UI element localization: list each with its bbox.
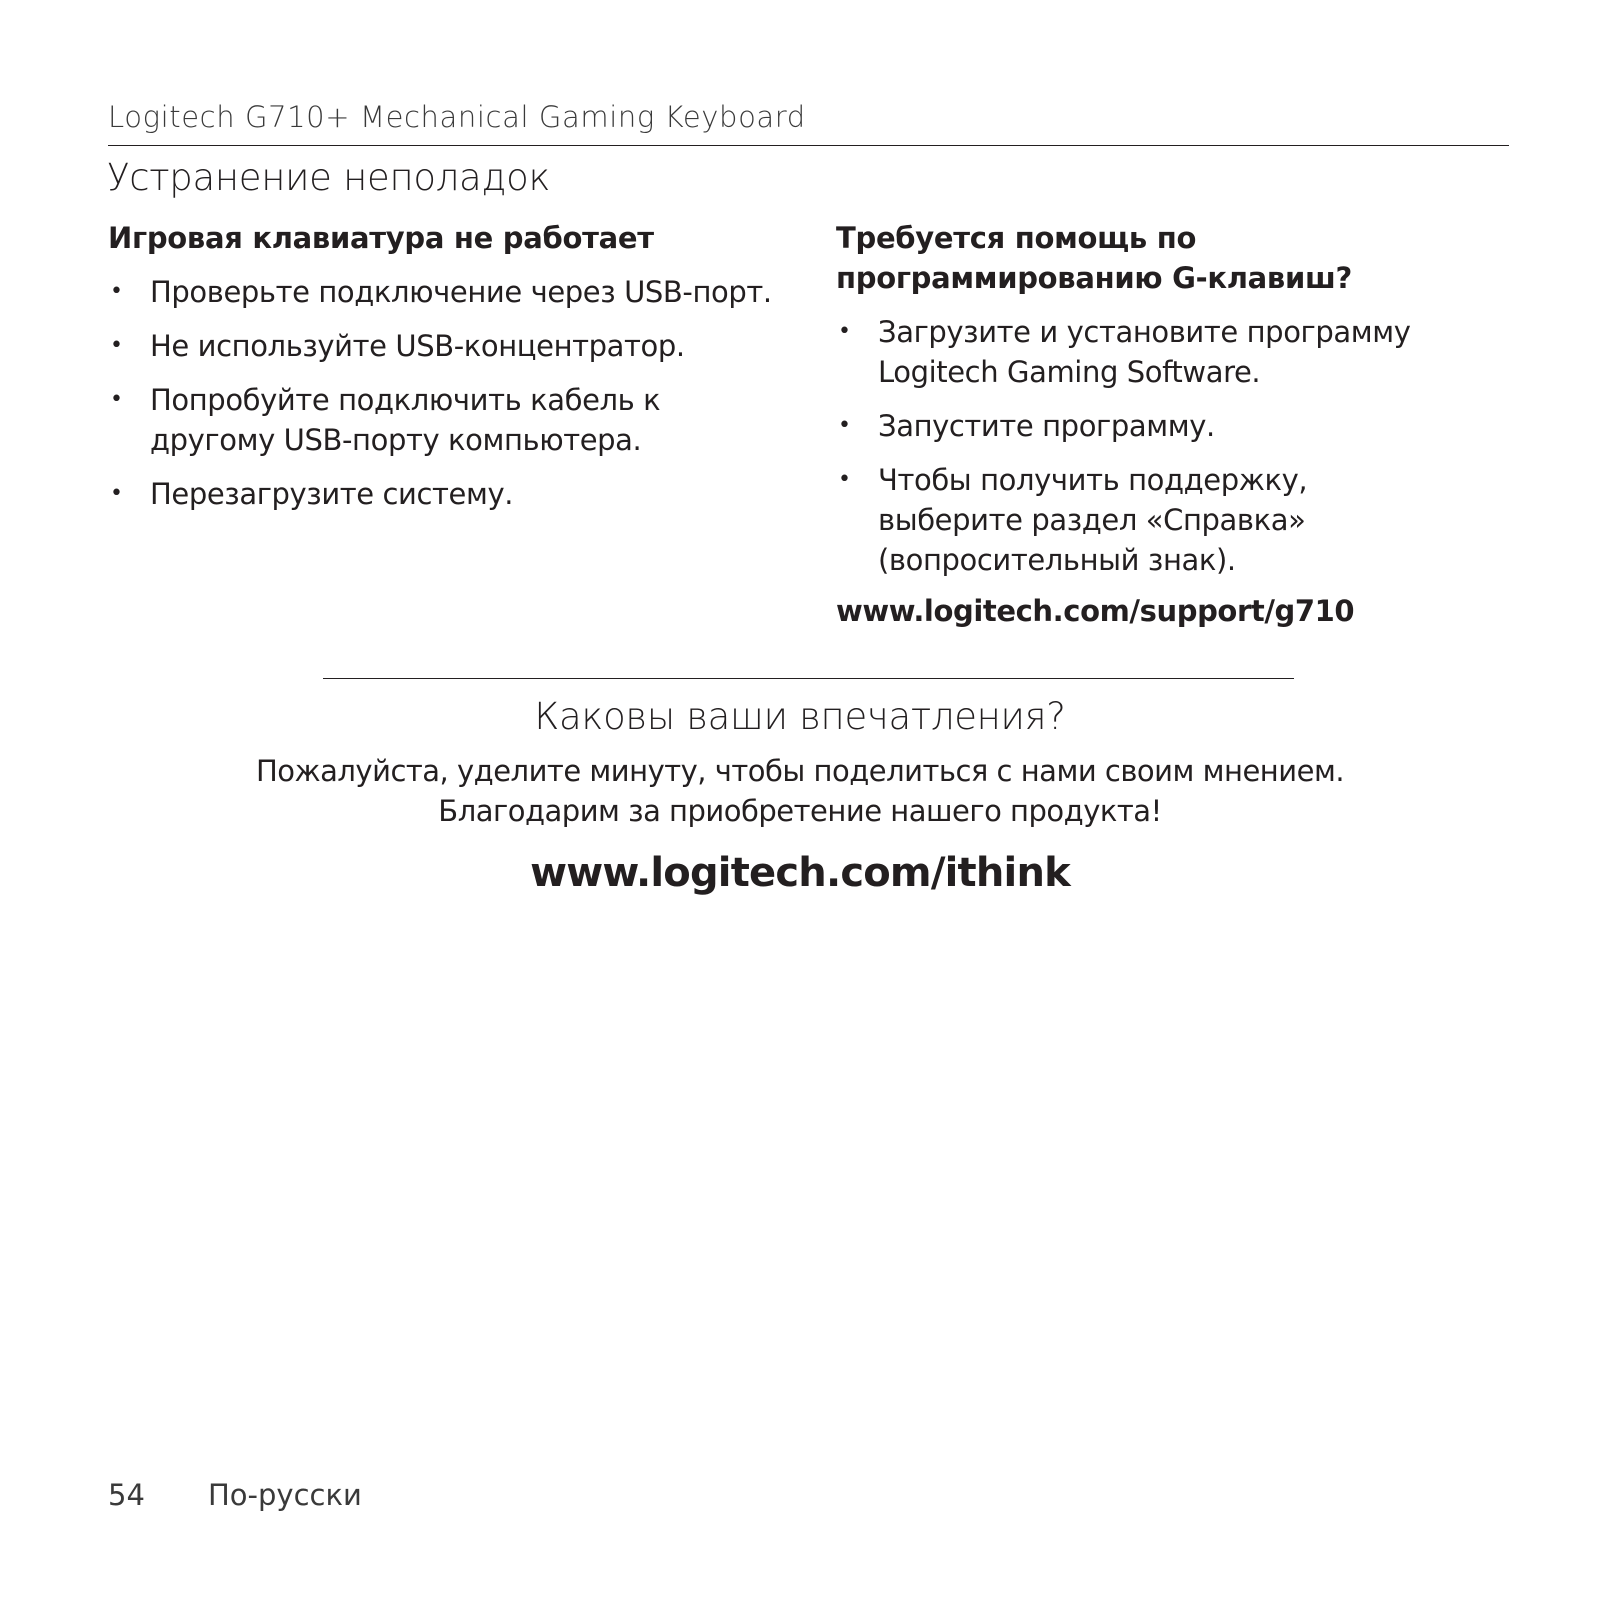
section-title: Устранение неполадок bbox=[107, 156, 551, 199]
feedback-title: Каковы ваши впечатления? bbox=[534, 695, 1066, 738]
list-item bbox=[108, 272, 798, 312]
list-item-text: Не используйте USB-концентратор. bbox=[150, 329, 685, 363]
list-item bbox=[836, 406, 1536, 446]
troubleshooting-column-left bbox=[108, 218, 798, 528]
g-keys-help-heading: Требуется помощь по программированию G-клавиш? bbox=[836, 221, 1352, 295]
bullet-icon: • bbox=[110, 333, 123, 358]
support-link[interactable]: www.logitech.com/support/g710 bbox=[836, 594, 1355, 628]
page-language: По-русски bbox=[208, 1478, 362, 1512]
list-item-text: Загрузите и установите программу Logitech Gaming Software. bbox=[878, 315, 1411, 389]
page-number: 54 bbox=[108, 1478, 145, 1512]
feedback-divider bbox=[323, 678, 1294, 679]
bullet-icon: • bbox=[838, 319, 851, 344]
bullet-icon: • bbox=[838, 467, 851, 492]
list-item bbox=[836, 460, 1358, 580]
troubleshooting-column-right bbox=[836, 218, 1536, 628]
ithink-link[interactable]: www.logitech.com/ithink bbox=[530, 850, 1070, 896]
bullet-icon: • bbox=[110, 481, 123, 506]
feedback-text-line-1: Пожалуйста, уделите минуту, чтобы поделиться с нами своим мнением. bbox=[255, 754, 1345, 788]
keyboard-checklist bbox=[108, 272, 798, 514]
bullet-icon: • bbox=[838, 413, 851, 438]
list-item bbox=[108, 326, 798, 366]
g-keys-checklist bbox=[836, 312, 1536, 580]
document-header: Logitech G710+ Mechanical Gaming Keyboard bbox=[108, 100, 806, 134]
list-item-text: Проверьте подключение через USB-порт. bbox=[150, 275, 772, 309]
list-item-text: Перезагрузите систему. bbox=[150, 477, 514, 511]
bullet-icon: • bbox=[110, 279, 123, 304]
list-item-text: Чтобы получить поддержку, выберите раздел «Справка» (вопросительный знак). bbox=[878, 463, 1308, 577]
header-divider bbox=[108, 145, 1509, 146]
feedback-text-line-2: Благодарим за приобретение нашего продукта! bbox=[438, 794, 1162, 828]
list-item-text: Запустите программу. bbox=[878, 409, 1215, 443]
keyboard-not-working-heading: Игровая клавиатура не работает bbox=[108, 221, 654, 255]
list-item bbox=[108, 380, 790, 460]
list-item bbox=[108, 474, 798, 514]
list-item-text: Попробуйте подключить кабель к другому USB-порту компьютера. bbox=[150, 383, 661, 457]
bullet-icon: • bbox=[110, 387, 123, 412]
list-item bbox=[836, 312, 1438, 392]
